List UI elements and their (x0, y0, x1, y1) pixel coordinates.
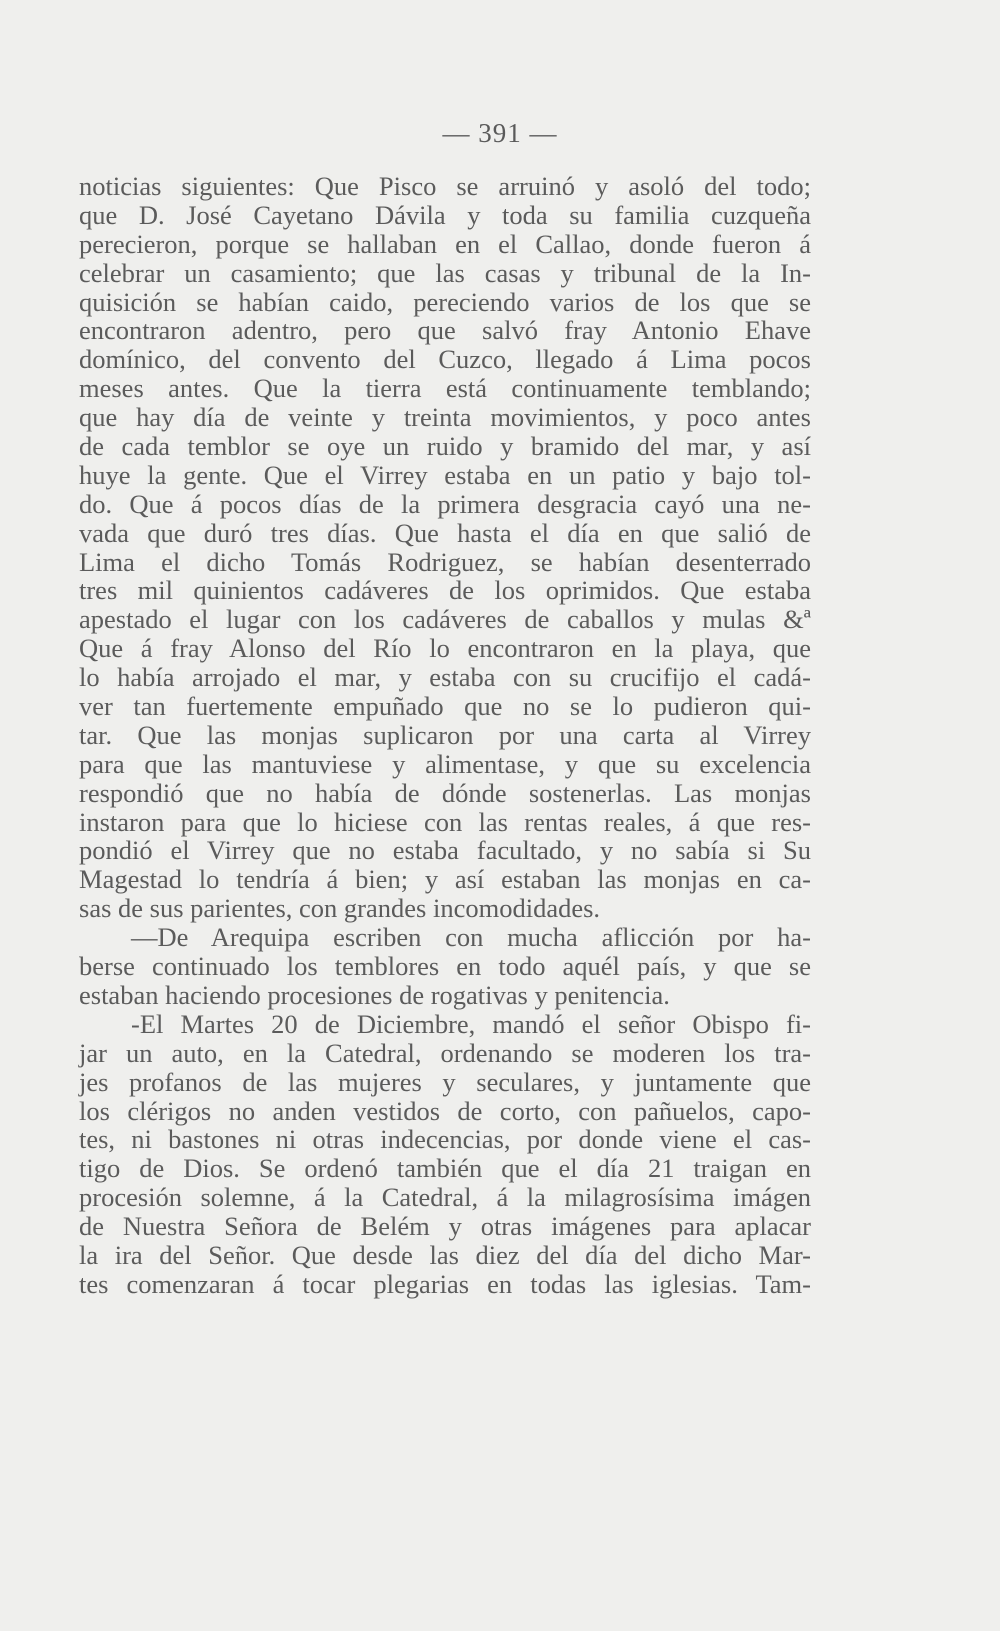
text-line: pondió el Virrey que no estaba facultado, y no sabía si Su (79, 835, 811, 866)
text-line: que hay día de veinte y treinta movimientos, y poco antes (79, 402, 811, 433)
text-line: tigo de Dios. Se ordenó también que el día 21 traigan en (79, 1153, 811, 1184)
text-line: perecieron, porque se hallaban en el Callao, donde fueron á (79, 228, 811, 259)
text-line: vada que duró tres días. Que hasta el día en que salió de (79, 517, 811, 548)
text-line: —De Arequipa escriben con mucha aflicción por ha- (131, 922, 811, 953)
text-line: para que las mantuviese y alimentase, y que su excelencia (79, 748, 811, 779)
text-line: tes comenzaran á tocar plegarias en todas las iglesias. Tam- (79, 1268, 811, 1299)
text-line: de Nuestra Señora de Belém y otras imágenes para aplacar (79, 1211, 811, 1242)
body-text (79, 172, 811, 1299)
text-line: domínico, del convento del Cuzco, llegado á Lima pocos (79, 344, 811, 375)
text-line: procesión solemne, á la Catedral, á la milagrosísima imágen (79, 1182, 811, 1213)
page-number: — 391 — (442, 118, 558, 148)
text-line: instaron para que lo hiciese con las rentas reales, á que res- (79, 806, 811, 837)
text-line: de cada temblor se oye un ruido y bramido del mar, y así (79, 431, 811, 462)
text-line: Lima el dicho Tomás Rodriguez, se habían desenterrado (79, 546, 811, 577)
text-line: sas de sus parientes, con grandes incomodidades. (79, 893, 601, 924)
text-line: huye la gente. Que el Virrey estaba en un patio y bajo tol- (79, 459, 811, 490)
text-line: do. Que á pocos días de la primera desgracia cayó una ne- (79, 488, 811, 519)
text-line: Magestad lo tendría á bien; y así estaban las monjas en ca- (79, 864, 811, 895)
text-line: estaban haciendo procesiones de rogativas y penitencia. (79, 979, 670, 1010)
text-line: la ira del Señor. Que desde las diez del día del dicho Mar- (79, 1239, 811, 1270)
text-line: ver tan fuertemente empuñado que no se lo pudieron qui- (79, 691, 811, 722)
text-line: noticias siguientes: Que Pisco se arruinó y asoló del todo; (79, 171, 811, 201)
text-line: meses antes. Que la tierra está continuamente temblando; (79, 373, 811, 404)
text-line: Que á fray Alonso del Río lo encontraron en la playa, que (79, 633, 811, 664)
text-line: encontraron adentro, pero que salvó fray Antonio Ehave (79, 315, 811, 346)
text-line: los clérigos no anden vestidos de corto, con pañuelos, capo- (79, 1095, 811, 1126)
text-line: tes, ni bastones ni otras indecencias, por donde viene el cas- (79, 1124, 811, 1155)
text-line: tres mil quinientos cadáveres de los oprimidos. Que estaba (79, 575, 811, 606)
text-line: apestado el lugar con los cadáveres de caballos y mulas &ª (79, 604, 811, 635)
text-line: -El Martes 20 de Diciembre, mandó el señor Obispo fi- (131, 1008, 811, 1039)
text-line: celebrar un casamiento; que las casas y tribunal de la In- (79, 257, 811, 288)
text-line: tar. Que las monjas suplicaron por una carta al Virrey (79, 719, 811, 750)
text-line: lo había arrojado el mar, y estaba con su crucifijo el cadá- (79, 662, 811, 693)
text-line: que D. José Cayetano Dávila y toda su familia cuzqueña (79, 199, 811, 230)
text-line: respondió que no había de dónde sostenerlas. Las monjas (79, 777, 811, 808)
text-line: berse continuado los temblores en todo aquél país, y que se (79, 951, 811, 982)
text-line: jes profanos de las mujeres y seculares, y juntamente que (79, 1066, 811, 1097)
text-line: jar un auto, en la Catedral, ordenando se moderen los tra- (79, 1037, 811, 1068)
text-line: quisición se habían caido, pereciendo varios de los que se (79, 286, 811, 317)
